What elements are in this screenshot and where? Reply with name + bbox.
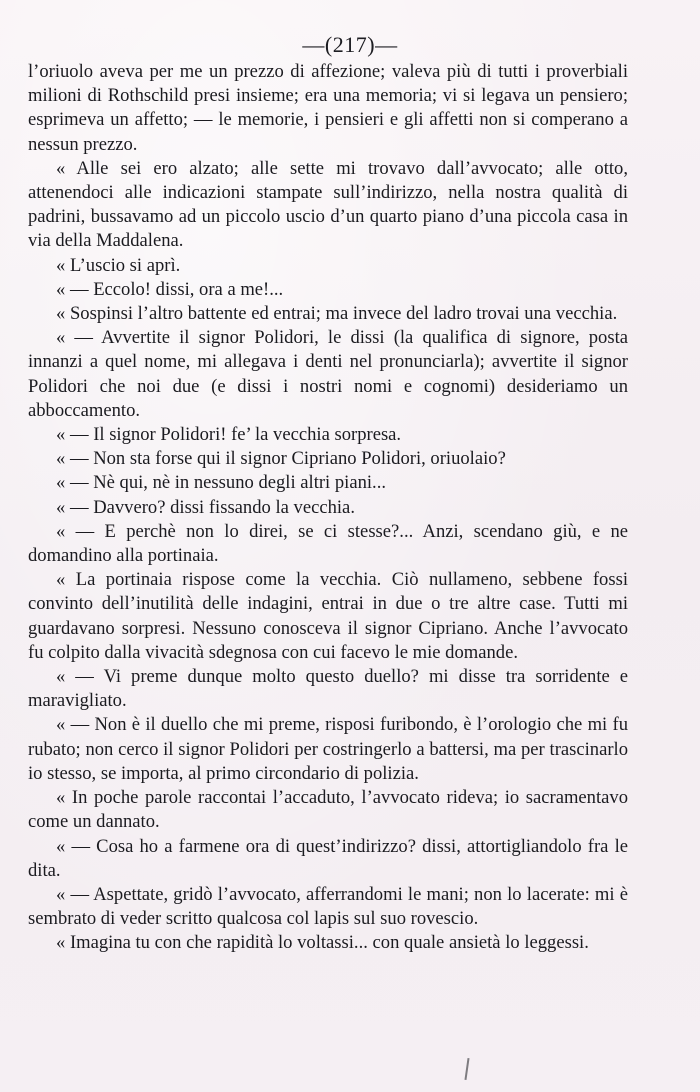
paragraph: « — Davvero? dissi fissando la vecchia. bbox=[56, 496, 355, 518]
paragraph: « — Nè qui, nè in nessuno degli altri piani... bbox=[56, 472, 386, 494]
paragraph: « — Il signor Polidori! fe’ la vecchia sorpresa. bbox=[56, 424, 402, 446]
paragraph: « Imagina tu con che rapidità lo voltassi... con quale ansietà lo leggessi. bbox=[56, 932, 589, 954]
paragraph: « — Non è il duello che mi preme, risposi furibondo, è l’orologio che mi fu rubato; non cerco il signor Polidori per costringerlo a battersi, ma per trascinarlo io stesso, se importa, al primo circondario di polizia. bbox=[28, 714, 628, 784]
paragraph: « — E perchè non lo direi, se ci stesse?... Anzi, scendano giù, e ne domandino alla portinaia. bbox=[28, 520, 628, 567]
paragraph: « — Aspettate, gridò l’avvocato, afferrandomi le mani; non lo lacerate: mi è sembrato di veder scritto qualcosa col lapis sul suo rovescio. bbox=[28, 883, 628, 930]
page-number: —(217)— bbox=[302, 32, 398, 57]
paragraph: « Sospinsi l’altro battente ed entrai; ma invece del ladro trovai una vecchia. bbox=[56, 303, 618, 325]
paragraph: « Alle sei ero alzato; alle sette mi trovavo dall’avvocato; alle otto, attenendoci alle indicazioni stampate sull’indirizzo, nella nostra qualità di padrini, bussavamo ad un piccolo uscio d’un quarto piano d’una piccola casa in via della Maddalena. bbox=[28, 157, 628, 252]
paragraph: « — Cosa ho a farmene ora di quest’indirizzo? dissi, attortigliandolo fra le dita. bbox=[28, 835, 628, 881]
paragraph: « — Avvertite il signor Polidori, le dissi (la qualifica di signore, posta innanzi a quel nome, mi allegava i denti nel pronunciarla); avvertite il signor Polidori che noi due (e dissi i nostri nomi e cognomi) desideriamo un abboccamento. bbox=[28, 327, 628, 421]
page-body bbox=[28, 60, 628, 956]
paragraph: « — Non sta forse qui il signor Cipriano Polidori, oriuolaio? bbox=[56, 448, 506, 470]
paragraph: « La portinaia rispose come la vecchia. Ciò nullameno, sebbene fossi convinto dell’inutilità delle indagini, entrai in due o tre altre case. Tutti mi guardavano sorpresi. Nessuno conosceva il signor Cipriano. Anche l’avvocato fu colpito dalla vivacità sdegnosa con cui facevo le mie domande. bbox=[28, 569, 628, 663]
paragraph: « — Eccolo! dissi, ora a me!... bbox=[56, 278, 284, 300]
paragraph: « In poche parole raccontai l’accaduto, l’avvocato rideva; io sacramentavo come un dannato. bbox=[28, 787, 628, 833]
paragraph: l’oriuolo aveva per me un prezzo di affezione; valeva più di tutti i proverbiali milioni di Rothschild presi insieme; era una memoria; vi si legava un pensiero; esprimeva un affetto; — le memorie, i pensieri e gli affetti non si comperano a nessun prezzo. bbox=[28, 61, 628, 155]
ink-mark bbox=[464, 1058, 469, 1080]
paragraph: « — Vi preme dunque molto questo duello? mi disse tra sorridente e maravigliato. bbox=[28, 666, 628, 712]
paragraph: « L’uscio si aprì. bbox=[56, 254, 181, 276]
